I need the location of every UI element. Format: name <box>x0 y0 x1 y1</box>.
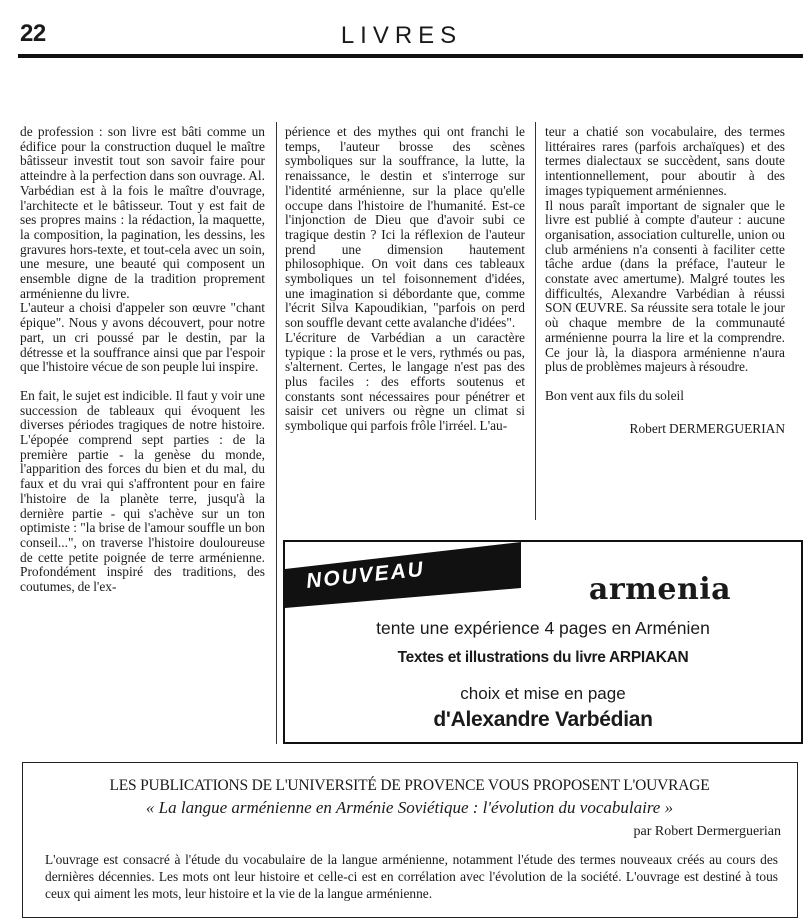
header-rule <box>18 54 803 58</box>
article-column-2 <box>285 125 525 434</box>
publication-description: L'ouvrage est consacré à l'étude du vocabulaire de la langue arménienne, notamment l'étude des termes nouveaux créés au cours des dernières décennies. Les mots ont leur histoire et celle-ci est en corrélation avec l'évolution de la société. L'ouvrage est destiné à tous ceux qui aiment les mots, leur histoire et la vie de la langue arménienne. <box>45 852 778 901</box>
ad-line: tente une expérience 4 pages en Arménien <box>376 618 710 638</box>
article-column-1 <box>20 125 265 595</box>
column-divider <box>535 122 536 520</box>
ad-line: Textes et illustrations du livre ARPIAKAN <box>397 649 689 666</box>
article-column-3 <box>545 125 785 436</box>
advertisement-box <box>283 540 803 744</box>
page-number: 22 <box>20 20 46 47</box>
paragraph-gap <box>545 375 785 389</box>
publication-heading: LES PUBLICATIONS DE L'UNIVERSITÉ DE PROVENCE VOUS PROPOSENT L'OUVRAGE <box>109 777 710 794</box>
article-paragraph: L'écriture de Varbédian a un caractère typique : la prose et le vers, rythmés ou pas, s'alternent. Certes, le langage n'est pas des plus faciles : des efforts soutenus et constants sont nécessaires pour pénétrer et saisir cet univers ou règne un climat si symbolique qui parfois frôle l'irréel. L'au- <box>285 329 525 434</box>
publication-notice <box>22 762 798 918</box>
article-paragraph: teur a chatié son vocabulaire, des termes littéraires rares (parfois archaïques) et des termes dialectaux se succèdent, sans doute intentionnellement, pour aboutir à des images typiquement arméniennes. <box>545 124 785 198</box>
article-paragraph: de profession : son livre est bâti comme un édifice pour la construction duquel le maître bâtisseur investit tout son savoir faire pour atteindre à la perfection dans son ouvrage. Al. Varbédian est à la fois le maître d'ouvrage, l'architecte et le bâtisseur. Tout y est fait de ses propres mains : la rédaction, la maquette, la composition, la pagination, les dessins, les gravures hors-texte, et tout-cela avec un soin, une mesure, une beauté qui composent un ensemble digne de la tradition proprement arménienne du livre. <box>20 124 265 301</box>
publication-title: « La langue arménienne en Arménie Soviétique : l'évolution du vocabulaire » <box>145 798 674 817</box>
section-title: LIVRES <box>340 22 463 49</box>
article-signature: Robert DERMERGUERIAN <box>629 420 785 436</box>
article-paragraph: périence et des mythes qui ont franchi le temps, l'auteur brosse des scènes symboliques sur la souffrance, la lutte, la renaissance, le destin et s'interroge sur l'identité arménienne, sur la place qu'elle occupe dans l'histoire de l'humanité. Est-ce l'injonction de Dieu que d'avoir subi ce tragique destin ? Ici la réflexion de l'auteur prend une dimension hautement philosophique. On voit dans ces tableaux symboliques un tel foisonnement d'idées, une imagination si débordante que, comme l'écrit Silva Kapoudikian, "parfois on perd son souffle devant cette avalanche d'idées". <box>285 124 525 331</box>
paragraph-gap <box>20 375 265 389</box>
column-divider <box>276 122 277 744</box>
article-signoff: Bon vent aux fils du soleil <box>545 387 684 403</box>
article-paragraph: En fait, le sujet est indicible. Il faut y voir une succession de tableaux qui évoquent les diverses périodes tragiques de notre histoire. L'épopée comprend sept parties : de la première partie - la genèse du monde, l'apparition des forces du bien et du mal, du faux et du vrai qui s'affrontent pour en faire l'histoire de la planète terre, jusqu'à la dernière partie - qui s'achève sur un ton optimiste : "la brise de l'amour souffle un bon conseil...", on traverse l'histoire douloureuse de cette petite poignée de terre arménienne. Profondément inspiré des traditions, des coutumes, de l'ex- <box>20 387 265 595</box>
ad-line: d'Alexandre Varbédian <box>433 708 653 731</box>
armenia-logo: armenia <box>588 572 732 607</box>
banner-text: NOUVEAU <box>305 557 426 593</box>
article-paragraph: Il nous paraît important de signaler que le livre est publié à compte d'auteur : aucune organisation, association culturelle, union ou club arméniens n'a consenti à faciliter cette tâche ardue (dans la préface, l'auteur le constate avec amertume). Malgré toutes les difficultés, Alexandre Varbédian à réussi SON ŒUVRE. Sa réussite sera totale le jour où chaque membre de la communauté arménienne pourra la lire et la comprendre. Ce jour là, la diaspora arménienne n'aura plus de problèmes majeurs à résoudre. <box>545 197 785 375</box>
publication-author: par Robert Dermerguerian <box>633 824 781 839</box>
ad-line: choix et mise en page <box>460 684 626 703</box>
article-paragraph: L'auteur a choisi d'appeler son œuvre "chant épique". Nous y avons découvert, pour notre part, un cri poussé par le destin, par la détresse et la souffrance ainsi que par l'espoir que l'histoire vécue de son peuple lui inspire. <box>20 300 265 375</box>
